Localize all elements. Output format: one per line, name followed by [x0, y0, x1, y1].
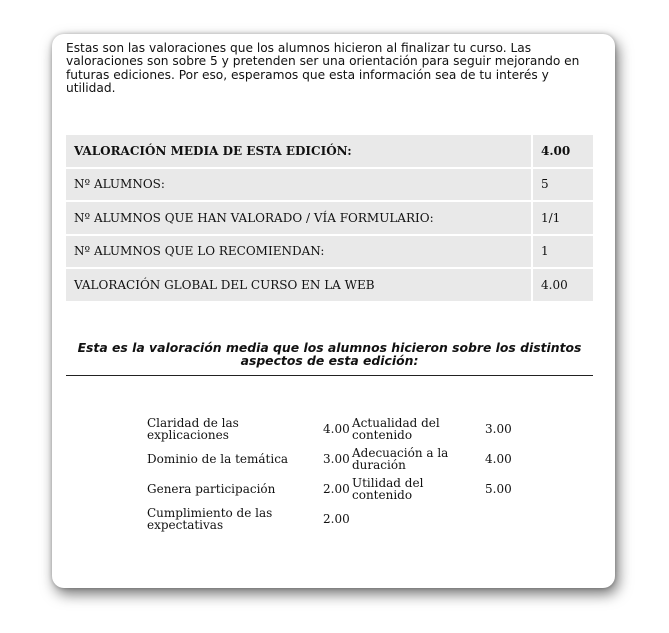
stat-value: 5 [533, 169, 593, 201]
aspect-item [352, 445, 552, 473]
stat-label: VALORACIÓN MEDIA DE ESTA EDICIÓN: [66, 135, 533, 167]
aspect-value: 4.00 [323, 421, 350, 436]
stat-label: Nº ALUMNOS QUE HAN VALORADO / VÍA FORMULARIO: [66, 202, 533, 234]
stats-table [66, 133, 593, 303]
aspect-value: 5.00 [485, 481, 512, 496]
intro-text: Estas son las valoraciones que los alumnos hicieron al finalizar tu curso. Las valoraciones son sobre 5 y pretenden ser una orientación para seguir mejorando en futuras ediciones. Por eso, esperamos que esta información sea de tu interés y utilidad. [66, 41, 580, 96]
aspect-name: Utilidad del contenido [352, 475, 424, 502]
aspect-name: Claridad de las explicaciones [147, 415, 239, 442]
aspect-name: Cumplimiento de las expectativas [147, 505, 273, 532]
divider [66, 375, 593, 376]
aspect-item [147, 445, 352, 473]
course-ratings-panel [52, 34, 615, 588]
aspect-name: Genera participación [147, 481, 276, 496]
stat-value: 4.00 [533, 135, 593, 167]
table-row [66, 236, 593, 268]
aspect-name: Actualidad del contenido [352, 415, 440, 442]
aspect-name: Dominio de la temática [147, 451, 289, 466]
table-row [66, 202, 593, 234]
stat-label: Nº ALUMNOS QUE LO RECOMIENDAN: [66, 236, 533, 268]
table-row [66, 135, 593, 167]
aspect-value: 2.00 [323, 511, 350, 526]
aspect-item [147, 475, 352, 503]
aspect-item [352, 475, 552, 503]
aspects-title: Esta es la valoración media que los alumnos hicieron sobre los distintos aspectos de esta edición: [77, 340, 582, 369]
aspect-value: 3.00 [485, 421, 512, 436]
table-row [66, 169, 593, 201]
stat-label: VALORACIÓN GLOBAL DEL CURSO EN LA WEB [66, 269, 533, 301]
aspect-value: 4.00 [485, 451, 512, 466]
aspect-item [147, 415, 352, 443]
stat-label: Nº ALUMNOS: [66, 169, 533, 201]
aspect-item [352, 415, 552, 443]
table-row [66, 269, 593, 301]
aspect-name: Adecuación a la duración [352, 445, 449, 472]
aspect-value: 2.00 [323, 481, 350, 496]
stat-value: 1 [533, 236, 593, 268]
aspect-item [147, 505, 352, 533]
stat-value: 1/1 [533, 202, 593, 234]
aspect-value: 3.00 [323, 451, 350, 466]
stat-value: 4.00 [533, 269, 593, 301]
